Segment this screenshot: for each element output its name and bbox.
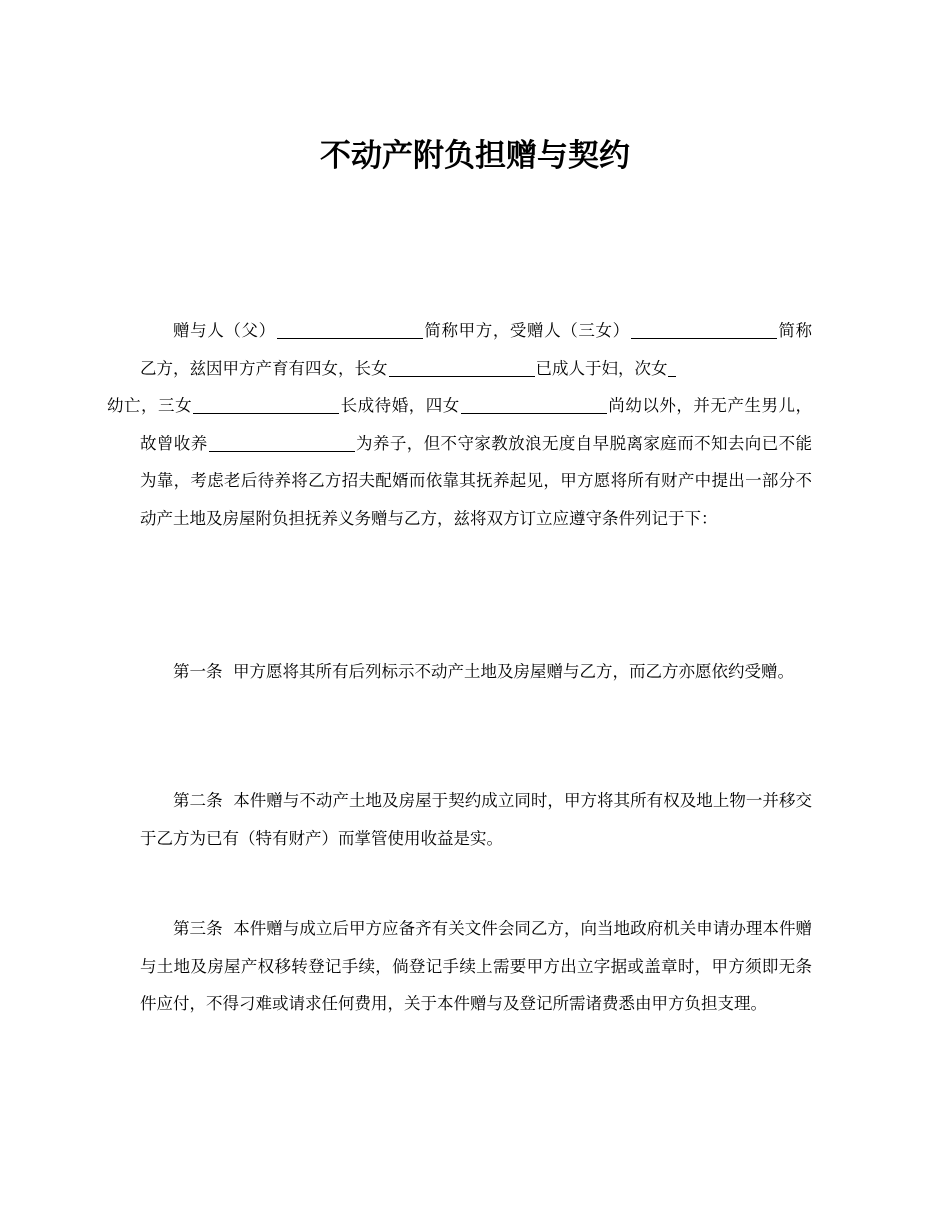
blank-donor-name: [277, 320, 423, 339]
intro-text-no-son: 尚幼以外，并无产生: [607, 396, 762, 415]
blank-second-daughter: [668, 358, 676, 377]
intro-text-fourth: 长成待婚，四女: [340, 396, 460, 415]
article-2: [140, 782, 812, 857]
article-3: [140, 910, 812, 1023]
article-3-label: 第三条: [173, 919, 223, 938]
intro-text-third: 幼亡，三女: [107, 396, 193, 415]
article-1-label: 第一条: [173, 662, 223, 681]
article-2-label: 第二条: [173, 791, 223, 810]
article-3-text: 本件赠与成立后甲方应备齐有关文件会同乙方，向当地政府机关申请办理本件赠与土地及房屋产权移转登记手续，倘登记手续上需要甲方出立字据或盖章时，甲方须即无条件应付，不得刁难或请求任何费用，关于本件赠与及登记所需诸费悉由甲方负担支理。: [140, 919, 813, 1013]
intro-text-married: 已成人于妇，次女: [535, 358, 668, 378]
article-1-text: 甲方愿将其所有后列标示不动产土地及房屋赠与乙方，而乙方亦愿依约受赠。: [233, 662, 794, 681]
intro-paragraph: [107, 312, 813, 537]
blank-donee-name: [631, 320, 777, 339]
blank-adopted-son: [209, 433, 355, 452]
intro-text-donee: 简称甲方，受赠人（三女）: [423, 321, 630, 340]
intro-text-abbr: 简称: [777, 321, 813, 340]
intro-text-reason: 为养子，但不守家教放浪无度自早脱离家庭而不知去向已不能为靠，考虑老后待养将乙方招夫配婿而依靠其抚养起见，甲方愿将所有财产中提出一部分不动产土地及房屋附负担抚养义务赠与乙方，兹将双方订立应遵守条件列记于下：: [140, 433, 813, 528]
intro-text-donor: 赠与人（父）: [173, 321, 276, 340]
blank-third-daughter: [193, 395, 339, 414]
intro-text-daughters: 乙方，兹因甲方产育有四女，长女: [140, 358, 388, 378]
blank-eldest-daughter: [389, 358, 535, 377]
intro-text-adopted: 男儿，故曾收养: [140, 396, 813, 453]
article-1: [140, 653, 812, 691]
article-2-text: 本件赠与不动产土地及房屋于契约成立同时，甲方将其所有权及地上物一并移交于乙方为已有（特有财产）而掌管使用收益是实。: [140, 791, 813, 848]
blank-fourth-daughter: [461, 395, 607, 414]
document-title: 不动产附负担赠与契约: [320, 137, 630, 174]
